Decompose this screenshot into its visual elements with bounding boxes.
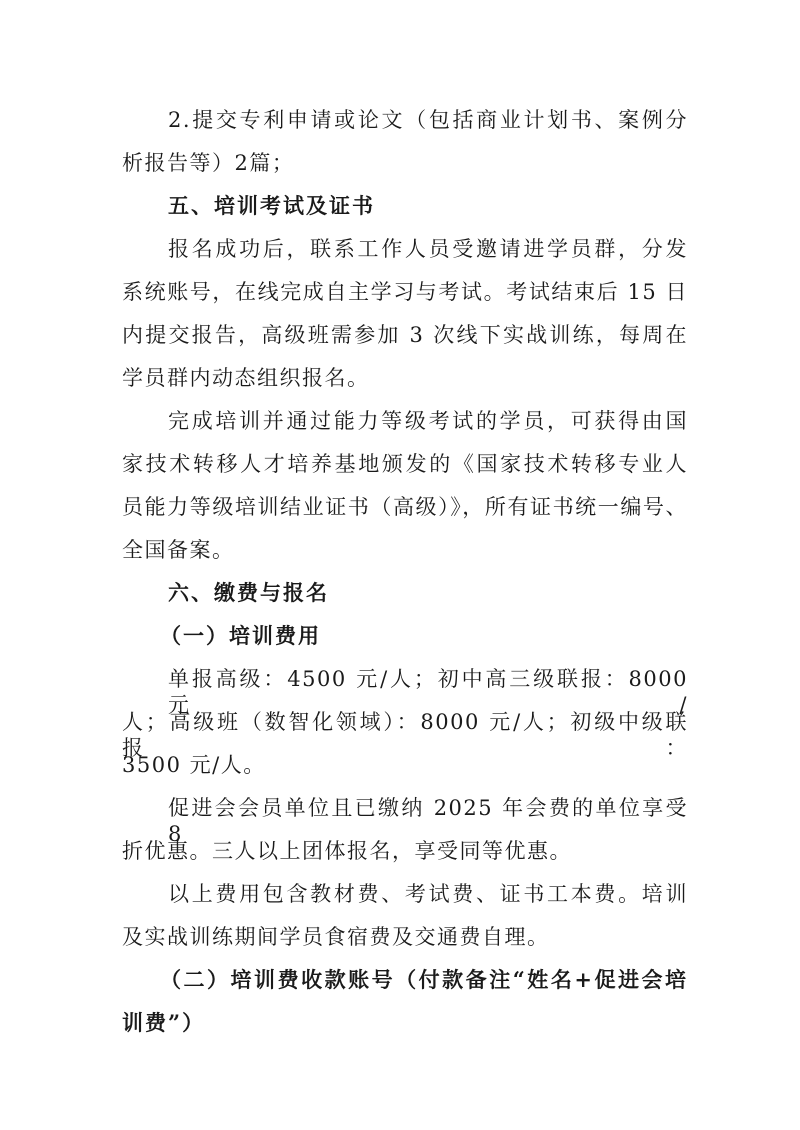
subsection-2-heading-line-1: （二）培训费收款账号（付款备注“姓名+促进会培 (160, 967, 688, 992)
paragraph-1-line-2: 系统账号，在线完成自主学习与考试。考试结束后 15 日 (122, 280, 688, 304)
included-fees-line-1: 以上费用包含教材费、考试费、证书工本费。培训 (168, 882, 688, 906)
paragraph-1-line-4: 学员群内动态组织报名。 (122, 366, 370, 390)
subsection-2-heading-line-2: 训费”） (122, 1010, 206, 1035)
paragraph-2-line-2: 家技术转移人才培养基地颁发的《国家技术转移专业人 (122, 452, 688, 476)
paragraph-1-line-3: 内提交报告，高级班需参加 3 次线下实战训练，每周在 (122, 323, 688, 347)
discount-line-2: 折优惠。三人以上团体报名，享受同等优惠。 (122, 839, 572, 863)
discount-line-1: 促进会会员单位且已缴纳 2025 年会费的单位享受 8 (168, 796, 688, 846)
paragraph-2-line-4: 全国备案。 (122, 538, 235, 562)
fee-line-1: 单报高级：4500 元/人；初中高三级联报：8000 元/ (168, 667, 688, 717)
included-fees-line-2: 及实战训练期间学员食宿费及交通费自理。 (122, 925, 550, 949)
subsection-1-heading: （一）培训费用 (160, 623, 321, 648)
section-6-heading: 六、缴费与报名 (168, 580, 329, 605)
item-2-line-2: 析报告等）2篇； (122, 151, 295, 175)
fee-line-3: 3500 元/人。 (122, 753, 266, 777)
fee-line-2: 人；高级班（数智化领域）：8000 元/人；初级中级联报： (122, 710, 688, 760)
item-2-line-1: 2.提交专利申请或论文（包括商业计划书、案例分 (168, 108, 688, 132)
paragraph-2-line-1: 完成培训并通过能力等级考试的学员，可获得由国 (168, 409, 688, 433)
paragraph-2-line-3: 员能力等级培训结业证书（高级）》，所有证书统一编号、 (122, 495, 688, 519)
section-5-heading: 五、培训考试及证书 (168, 193, 375, 218)
paragraph-1-line-1: 报名成功后，联系工作人员受邀请进学员群，分发 (168, 237, 688, 261)
